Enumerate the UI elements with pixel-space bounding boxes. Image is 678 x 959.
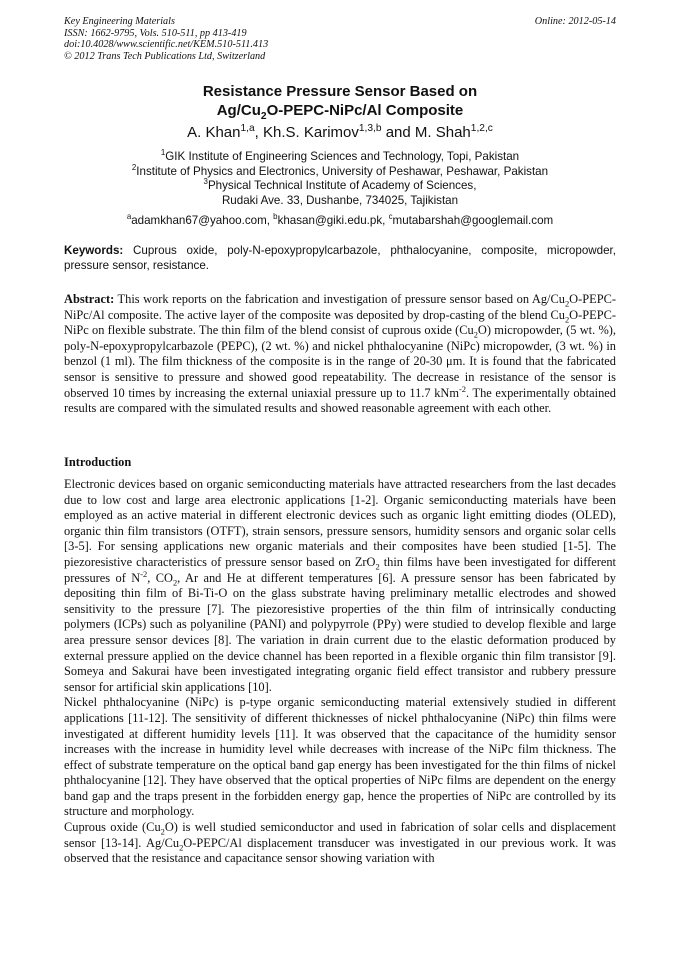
journal-name: Key Engineering Materials <box>64 16 175 27</box>
subscript: 2 <box>564 314 570 325</box>
title-text: O-PEPC-NiPc/Al Composite <box>266 102 464 119</box>
subscript: 2 <box>179 842 184 853</box>
introduction-body <box>64 477 616 867</box>
email-mark: c <box>388 212 393 222</box>
abstract <box>64 292 616 417</box>
section-heading-introduction: Introduction <box>64 455 132 469</box>
affiliation-3-address: Rudaki Ave. 33, Dushanbe, 734025, Tajikistan <box>221 193 459 207</box>
affiliation-1 <box>64 150 616 165</box>
abstract-text: O) micropowder, (5 wt. %), poly-N-epoxypropylcarbazole (PEPC), (2 wt. %) and nickel phthalocyanine (NiPc) micropowder, (3 wt. %) in benzol (1 ml). The film thickness of the composite is in the range of 20-30 μm. It is found that the fabricated sensor is sensitive to pressure and showed good repeatability. The decrease in resistance of the sensor is observed 10 times by increasing the external uniaxial pressure up to 11.7 kNm <box>64 323 616 400</box>
affil-text: GIK Institute of Engineering Sciences and Technology, Topi, Pakistan <box>165 150 520 163</box>
affil-mark: 2 <box>131 162 137 172</box>
affil-mark: 3 <box>203 177 208 187</box>
affil-text: Physical Technical Institute of Academy of Sciences, <box>207 179 477 192</box>
abstract-text: O-PEPC-NiPc/Al composite. The active layer of the composite was deposited by drop-casting of the blend Cu <box>64 292 616 322</box>
subscript: 2 <box>564 298 570 309</box>
paragraph-text: thin films have been investigated for different pressures of N <box>64 554 616 585</box>
author-affil-mark: 1,3,b <box>358 123 382 134</box>
abstract-label: Abstract: <box>64 292 115 306</box>
subscript: 2 <box>473 329 478 340</box>
affil-text: Institute of Physics and Electronics, University of Peshawar, Peshawar, Pakistan <box>136 164 549 178</box>
author-affil-mark: 1,a <box>240 123 255 134</box>
affiliations <box>64 150 616 208</box>
affil-mark: 1 <box>160 148 166 158</box>
subscript: 2 <box>160 826 165 837</box>
superscript: -2 <box>459 383 467 394</box>
email-mark: a <box>126 212 132 222</box>
paragraph: Nickel phthalocyanine (NiPc) is p-type organic semiconducting material extensively studied in different applications [11-12]. The sensitivity of different thicknesses of nickel phthalocyanine (NiPc) thin films were investigated at different humidity levels [11]. It was observed that the capacitance of the humidity sensor increases with the increase in humidity level while decreases with increase of the NiPc film thickness. The effect of substrate temperature on the optical band gap energy has been investigated for the thin films of nickel phthalocyanine [12]. They have observed that the optical properties of NiPc films are dependent on the energy band gap and the traps present in the forbidden energy gap, hence the properties of NiPc are controlled by its structure and morphology. <box>64 695 616 819</box>
superscript: -2 <box>140 568 148 579</box>
issn-line: ISSN: 1662-9795, Vols. 510-511, pp 413-419 <box>64 27 247 39</box>
keywords-label: Keywords: <box>64 244 124 257</box>
email-address: adamkhan67@yahoo.com, <box>131 214 274 227</box>
paragraph-text: O-PEPC/Al displacement transducer was investigated in our previous work. It was observed that the resistance and capacitance sensor showing variation with <box>64 835 616 866</box>
title-line-1: Resistance Pressure Sensor Based on <box>202 83 478 100</box>
author-name: , Kh.S. Karimov <box>254 124 359 141</box>
paragraph-text: Cuprous oxide (Cu <box>64 820 161 835</box>
copyright-line: © 2012 Trans Tech Publications Ltd, Switzerland <box>64 50 266 62</box>
author-name: A. Khan <box>187 124 241 141</box>
paragraph-text: , CO <box>147 570 173 585</box>
journal-header <box>64 16 616 62</box>
paragraph-text: Electronic devices based on organic semiconducting materials have attracted researchers from the last decades due to low cost and large area electronic applications [1-2]. Organic semiconducting materials have been employed as an active material in different electronic devices such as organic light emitting diodes (OLED), organic thin film transistors (OTFT), strain sensors, pressure sensors, humidity sensors and organic solar cells [3-5]. For sensing applications new organic materials and their composites have been studied [1-5]. The piezoresistive characteristics of pressure sensor based on ZrO <box>64 477 616 569</box>
abstract-text: O-PEPC-NiPc on flexible substrate. The thin film of the blend consist of cuprous oxide (Cu <box>64 307 616 338</box>
keywords-text: Cuprous oxide, poly-N-epoxypropylcarbazole, phthalocyanine, composite, micropowder, pressure sensor, resistance. <box>64 244 616 272</box>
author-affil-mark: 1,2,c <box>470 123 493 134</box>
paragraph-text: , Ar and He at different temperatures [6]. A pressure sensor has been fabricated by depositing thin film of Bi-Ti-O on the glass substrate having preliminary metallic electrodes and showed sensitivity to the pressure [7]. The piezoresistive properties of the thin film of intrinsically conducting polymers (ICPs) such as polyaniline (PANI) and polypyrrole (PPy) were studied to develop flexible and large area pressure sensor devices [8]. The variation in drain current due to the elastic deformation produced by external pressure applied on the device channel has been reported in a flexible organic thin film transistor [9]. Someya and Sakurai have been investigated integrating organic field effect transistor and rubbery pressure sensor for artificial skin applications [10]. <box>64 570 616 694</box>
affiliation-2 <box>64 162 616 180</box>
author-name: and M. Shah <box>381 124 471 141</box>
email-mark: b <box>273 212 278 222</box>
paragraph <box>64 820 616 867</box>
online-date: Online: 2012-05-14 <box>534 16 616 27</box>
title-line-2 <box>64 101 616 120</box>
paper-title <box>64 82 616 120</box>
title-subscript: 2 <box>260 111 267 122</box>
subscript: 2 <box>172 577 178 588</box>
paragraph <box>64 477 616 695</box>
subscript: 2 <box>375 561 380 572</box>
email-address: mutabarshah@googlemail.com <box>392 214 554 227</box>
paragraph-text: O) is well studied semiconductor and used in fabrication of solar cells and displacement sensor [13-14]. Ag/Cu <box>64 820 616 850</box>
email-address: khasan@giki.edu.pk, <box>277 214 389 227</box>
author-list <box>64 124 616 142</box>
doi-line: doi:10.4028/www.scientific.net/KEM.510-511.413 <box>64 39 269 50</box>
title-text: Ag/Cu <box>216 102 261 119</box>
keywords <box>64 243 616 273</box>
abstract-text: . The experimentally obtained results are compared with the simulated results and showed reasonable agreement with each other. <box>64 385 616 416</box>
abstract-text: This work reports on the fabrication and investigation of pressure sensor based on Ag/Cu <box>114 292 565 306</box>
affiliation-3 <box>64 179 616 194</box>
email-line <box>64 214 616 228</box>
